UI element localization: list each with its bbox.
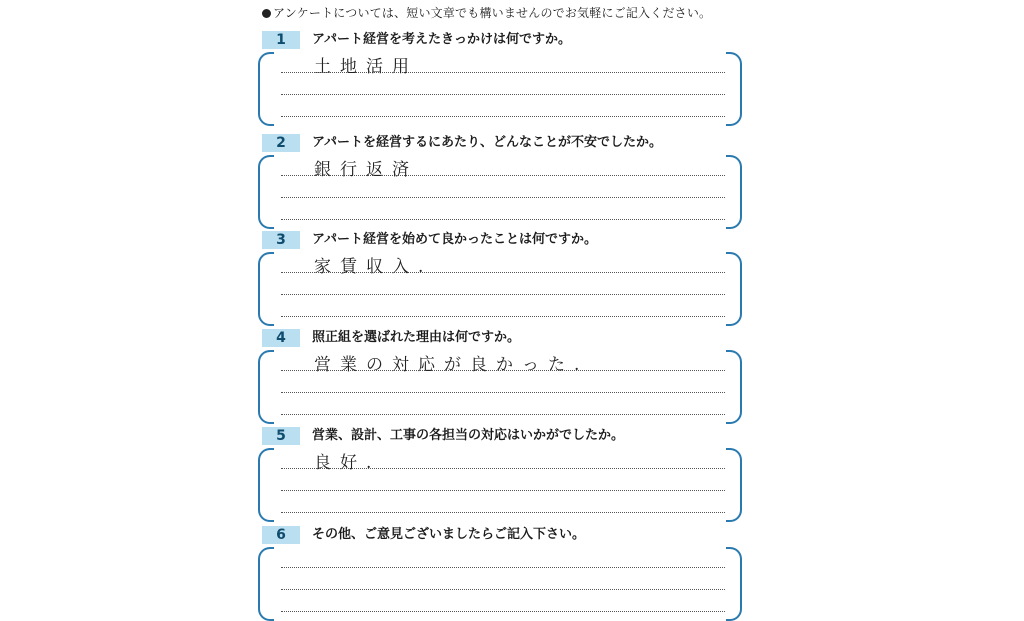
right-bracket <box>726 252 742 326</box>
answer-line <box>281 219 725 220</box>
answer-line <box>281 512 725 513</box>
survey-intro <box>262 4 711 21</box>
answer-line <box>281 94 725 95</box>
question-text: その他、ご意見ございましたらご記入下さい。 <box>312 527 586 542</box>
right-bracket <box>726 547 742 621</box>
left-bracket <box>258 448 274 522</box>
survey-intro-text: アンケートについては、短い文章でも構いませんのでお気軽にご記入ください。 <box>273 6 712 20</box>
right-bracket <box>726 350 742 424</box>
left-bracket <box>258 252 274 326</box>
answer-box[interactable] <box>258 350 742 420</box>
handwritten-answer: 土地活用 <box>314 57 418 77</box>
question-number: 5 <box>262 427 300 445</box>
answer-line <box>281 116 725 117</box>
left-bracket <box>258 350 274 424</box>
answer-line <box>281 589 725 590</box>
question-number: 1 <box>262 31 300 49</box>
answer-line <box>281 316 725 317</box>
question-text: アパート経営を考えたきっかけは何ですか。 <box>312 32 571 47</box>
answer-box[interactable] <box>258 155 742 225</box>
right-bracket <box>726 448 742 522</box>
answer-line <box>281 490 725 491</box>
answer-box[interactable] <box>258 52 742 122</box>
question-number: 3 <box>262 231 300 249</box>
left-bracket <box>258 547 274 621</box>
question-text: アパート経営を始めて良かったことは何ですか。 <box>312 232 597 247</box>
answer-line <box>281 392 725 393</box>
question-number: 4 <box>262 329 300 347</box>
answer-line <box>281 294 725 295</box>
answer-line <box>281 567 725 568</box>
question-text: 照正組を選ばれた理由は何ですか。 <box>312 330 521 345</box>
handwritten-answer: 営業の対応が良かった. <box>314 355 589 375</box>
answer-box[interactable] <box>258 252 742 322</box>
answer-box[interactable] <box>258 547 742 617</box>
handwritten-answer: 良好. <box>314 453 381 473</box>
handwritten-answer: 家賃収入. <box>314 257 433 277</box>
right-bracket <box>726 155 742 229</box>
left-bracket <box>258 155 274 229</box>
handwritten-answer: 銀行返済 <box>314 160 418 180</box>
question-text: 営業、設計、工事の各担当の対応はいかがでしたか。 <box>312 428 625 443</box>
bullet-dot-icon <box>262 9 271 18</box>
right-bracket <box>726 52 742 126</box>
left-bracket <box>258 52 274 126</box>
answer-line <box>281 611 725 612</box>
answer-line <box>281 197 725 198</box>
question-number: 6 <box>262 526 300 544</box>
answer-line <box>281 414 725 415</box>
question-text: アパートを経営するにあたり、どんなことが不安でしたか。 <box>312 135 662 150</box>
question-number: 2 <box>262 134 300 152</box>
answer-box[interactable] <box>258 448 742 518</box>
